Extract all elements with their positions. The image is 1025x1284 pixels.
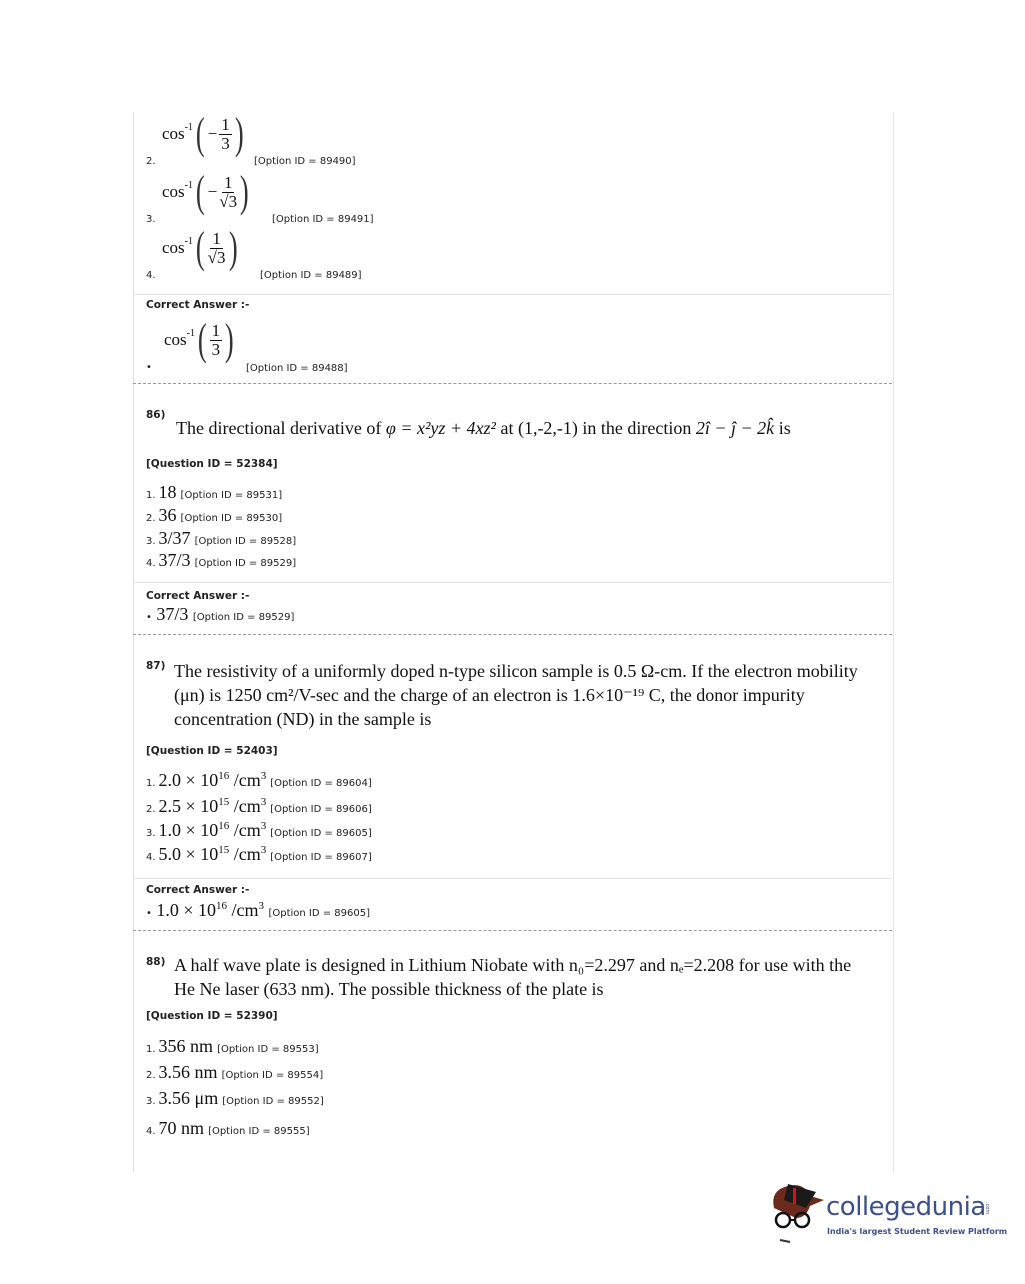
option-item (146, 528, 296, 549)
question-separator (133, 930, 892, 931)
option-item (146, 550, 296, 571)
option-item (146, 1088, 324, 1109)
question-id: [Question ID = 52403] (146, 745, 278, 757)
question-separator (133, 383, 892, 384)
option-item: 4. cos $^{-1}$ ( $\frac{1}{√3}$ ) [Option ID = 89489] (146, 223, 362, 281)
option-item (146, 844, 372, 865)
option-item (146, 482, 282, 503)
option-value: 36 (158, 505, 177, 525)
option-number: 1. (146, 490, 156, 501)
option-id: [Option ID = 89491] (272, 214, 374, 225)
option-id: [Option ID = 89552] (222, 1096, 324, 1107)
option-number: 1. (146, 1044, 156, 1055)
option-id: [Option ID = 89529] (194, 558, 297, 569)
option-item (146, 505, 282, 526)
question-separator (133, 634, 892, 635)
option-id: [Option ID = 89553] (217, 1044, 319, 1055)
correct-answer-label: Correct Answer :- (146, 299, 250, 311)
option-number: 3. (146, 1096, 156, 1107)
correct-answer: • 37/3 [Option ID = 89529] (146, 604, 295, 624)
correct-answer-label: Correct Answer :- (146, 590, 250, 602)
collegedunia-logo: collegedunia .com India's largest Student Review Platform (766, 1178, 996, 1248)
option-number: 4. (146, 270, 156, 281)
question-number: 86) (146, 409, 166, 421)
divider (133, 878, 892, 879)
option-number: 4. (146, 852, 156, 863)
question-number: 88) (146, 956, 166, 968)
option-number: 2. (146, 1070, 156, 1081)
correct-answer: • $1.0 \times 10^{16}$ $/cm^3$ [Option ID = 89605] (146, 900, 371, 920)
option-item (146, 1118, 310, 1139)
option-id: [Option ID = 89530] (180, 513, 283, 524)
option-item (146, 796, 372, 817)
option-number: 2. (146, 156, 156, 167)
option-value: 70 nm (158, 1118, 205, 1138)
option-item: 2. cos $^{-1}$ ( − $\frac{1}{3}$ ) [Option ID = 89490] (146, 109, 356, 167)
option-value: $1.0 \times 10^{16}$ $/cm^3$ (158, 820, 267, 840)
option-value: $2.5 \times 10^{15}$ $/cm^3$ (158, 796, 267, 816)
option-number: 3. (146, 536, 156, 547)
option-id: [Option ID = 89531] (180, 490, 283, 501)
correct-answer-label: Correct Answer :- (146, 884, 250, 896)
question-text: The directional derivative of φ = x²yz + 4xz² at (1,-2,-1) in the direction 2î − ĵ − 2k̂ is (176, 418, 791, 438)
divider (133, 294, 892, 295)
divider (133, 582, 892, 583)
option-value: 356 nm (158, 1036, 214, 1056)
question-id: [Question ID = 52384] (146, 458, 278, 470)
question-text: The resistivity of a uniformly doped n-type silicon sample is 0.5 Ω-cm. If the electron mobility (μn) is 1250 cm²/V-sec and the charge of an electron is 1.6×10⁻¹⁹ C, the donor impurity concentration (ND) in the sample is (174, 661, 858, 729)
option-value: $5.0 \times 10^{15}$ $/cm^3$ (158, 844, 267, 864)
option-number: 4. (146, 558, 156, 569)
question-number: 87) (146, 660, 166, 672)
option-number: 3. (146, 828, 156, 839)
option-item (146, 770, 372, 791)
option-item: 3. cos $^{-1}$ ( − $\frac{1}{√3}$ ) [Option ID = 89491] (146, 167, 374, 225)
option-id: [Option ID = 89490] (254, 156, 356, 167)
mascot-icon (766, 1178, 824, 1248)
option-number: 1. (146, 778, 156, 789)
option-value: 3/37 (158, 528, 191, 548)
question-id: [Question ID = 52390] (146, 1010, 278, 1022)
option-id: [Option ID = 89604] (270, 778, 372, 789)
option-item (146, 1036, 319, 1057)
option-number: 2. (146, 804, 156, 815)
option-id: [Option ID = 89605] (270, 828, 372, 839)
option-id: [Option ID = 89606] (270, 804, 372, 815)
option-number: 4. (146, 1126, 156, 1137)
option-item (146, 1062, 323, 1083)
option-id: [Option ID = 89489] (260, 270, 362, 281)
option-value: $2.0 \times 10^{16}$ $/cm^3$ (158, 770, 267, 790)
option-number: 3. (146, 214, 156, 225)
option-number: 2. (146, 513, 156, 524)
option-id: [Option ID = 89528] (194, 536, 297, 547)
option-id: [Option ID = 89607] (270, 852, 372, 863)
option-value: 3.56 nm (158, 1062, 218, 1082)
option-value: 18 (158, 482, 177, 502)
question-text: A half wave plate is designed in Lithium Niobate with n₀=2.297 and nₑ=2.208 for use with the He Ne laser (633 nm). The possible thickness of the plate is (174, 955, 852, 999)
option-id: [Option ID = 89555] (208, 1126, 310, 1137)
option-value: 3.56 μm (158, 1088, 219, 1108)
option-id: [Option ID = 89554] (221, 1070, 324, 1081)
option-item (146, 820, 372, 841)
option-value: 37/3 (158, 550, 191, 570)
